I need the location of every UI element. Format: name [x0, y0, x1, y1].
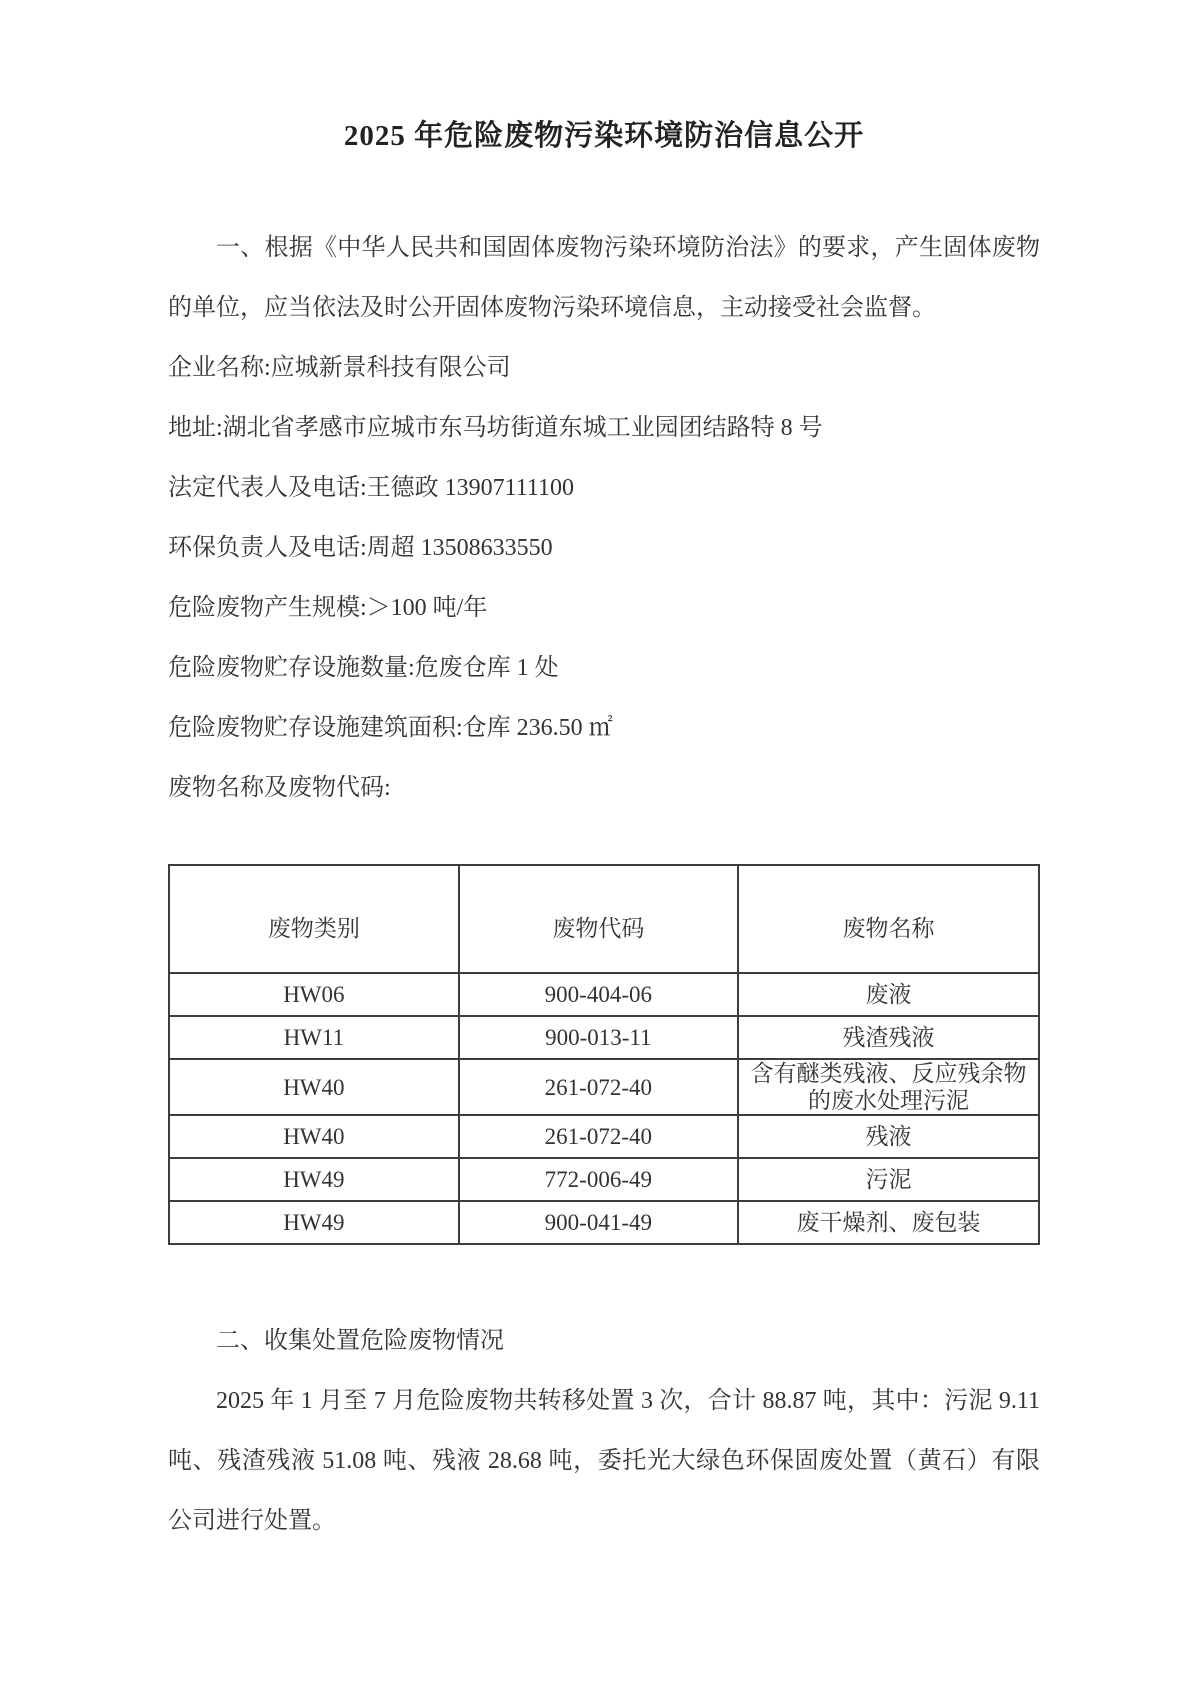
cell-waste-name: 残渣残液 [738, 1016, 1039, 1059]
cell-waste-name: 污泥 [738, 1158, 1039, 1201]
header-waste-code: 废物代码 [459, 865, 738, 973]
cell-waste-name: 含有醚类残液、反应残余物的废水处理污泥 [738, 1059, 1039, 1115]
cell-waste-category: HW06 [169, 973, 459, 1016]
cell-waste-name: 废干燥剂、废包装 [738, 1201, 1039, 1244]
table-header-row [169, 865, 1039, 973]
table-row [169, 1016, 1039, 1059]
table-row [169, 973, 1039, 1016]
info-storage-facility-area: 危险废物贮存设施建筑面积:仓库 236.50 ㎡ [168, 715, 613, 741]
section2-heading: 二、收集处置危险废物情况 [216, 1328, 504, 1354]
cell-waste-code: 900-041-49 [459, 1201, 738, 1244]
cell-waste-category: HW40 [169, 1059, 459, 1115]
cell-waste-code: 261-072-40 [459, 1059, 738, 1115]
cell-waste-code: 900-013-11 [459, 1016, 738, 1059]
header-waste-name: 废物名称 [738, 865, 1039, 973]
cell-waste-category: HW40 [169, 1115, 459, 1158]
info-env-officer: 环保负责人及电话:周超 13508633550 [168, 535, 553, 561]
waste-code-table [168, 864, 1040, 1245]
cell-waste-code: 772-006-49 [459, 1158, 738, 1201]
cell-waste-code: 900-404-06 [459, 973, 738, 1016]
cell-waste-category: HW49 [169, 1201, 459, 1244]
table-row [169, 1201, 1039, 1244]
info-legal-representative: 法定代表人及电话:王德政 13907111100 [168, 475, 574, 501]
header-waste-category: 废物类别 [169, 865, 459, 973]
cell-waste-category: HW11 [169, 1016, 459, 1059]
info-storage-facility-count: 危险废物贮存设施数量:危废仓库 1 处 [168, 655, 559, 681]
table-row [169, 1059, 1039, 1115]
info-waste-codes-label: 废物名称及废物代码: [168, 775, 391, 801]
intro-paragraph: 一、根据《中华人民共和国固体废物污染环境防治法》的要求，产生固体废物的单位，应当依法及时公开固体废物污染环境信息，主动接受社会监督。 [168, 235, 1040, 321]
info-address: 地址:湖北省孝感市应城市东马坊街道东城工业园团结路特 8 号 [168, 415, 823, 441]
page-title: 2025 年危险废物污染环境防治信息公开 [343, 120, 865, 152]
table-row [169, 1158, 1039, 1201]
cell-waste-name: 废液 [738, 973, 1039, 1016]
cell-waste-code: 261-072-40 [459, 1115, 738, 1158]
section2-paragraph: 2025 年 1 月至 7 月危险废物共转移处置 3 次，合计 88.87 吨，其中：污泥 9.11 吨、残渣残液 51.08 吨、残液 28.68 吨，委托光大绿色环保固废处置（黄石）有限公司进行处置。 [168, 1388, 1040, 1534]
info-production-scale: 危险废物产生规模:＞100 吨/年 [168, 595, 488, 621]
cell-waste-category: HW49 [169, 1158, 459, 1201]
info-company-name: 企业名称:应城新景科技有限公司 [168, 355, 511, 381]
cell-waste-name: 残液 [738, 1115, 1039, 1158]
table-row [169, 1115, 1039, 1158]
